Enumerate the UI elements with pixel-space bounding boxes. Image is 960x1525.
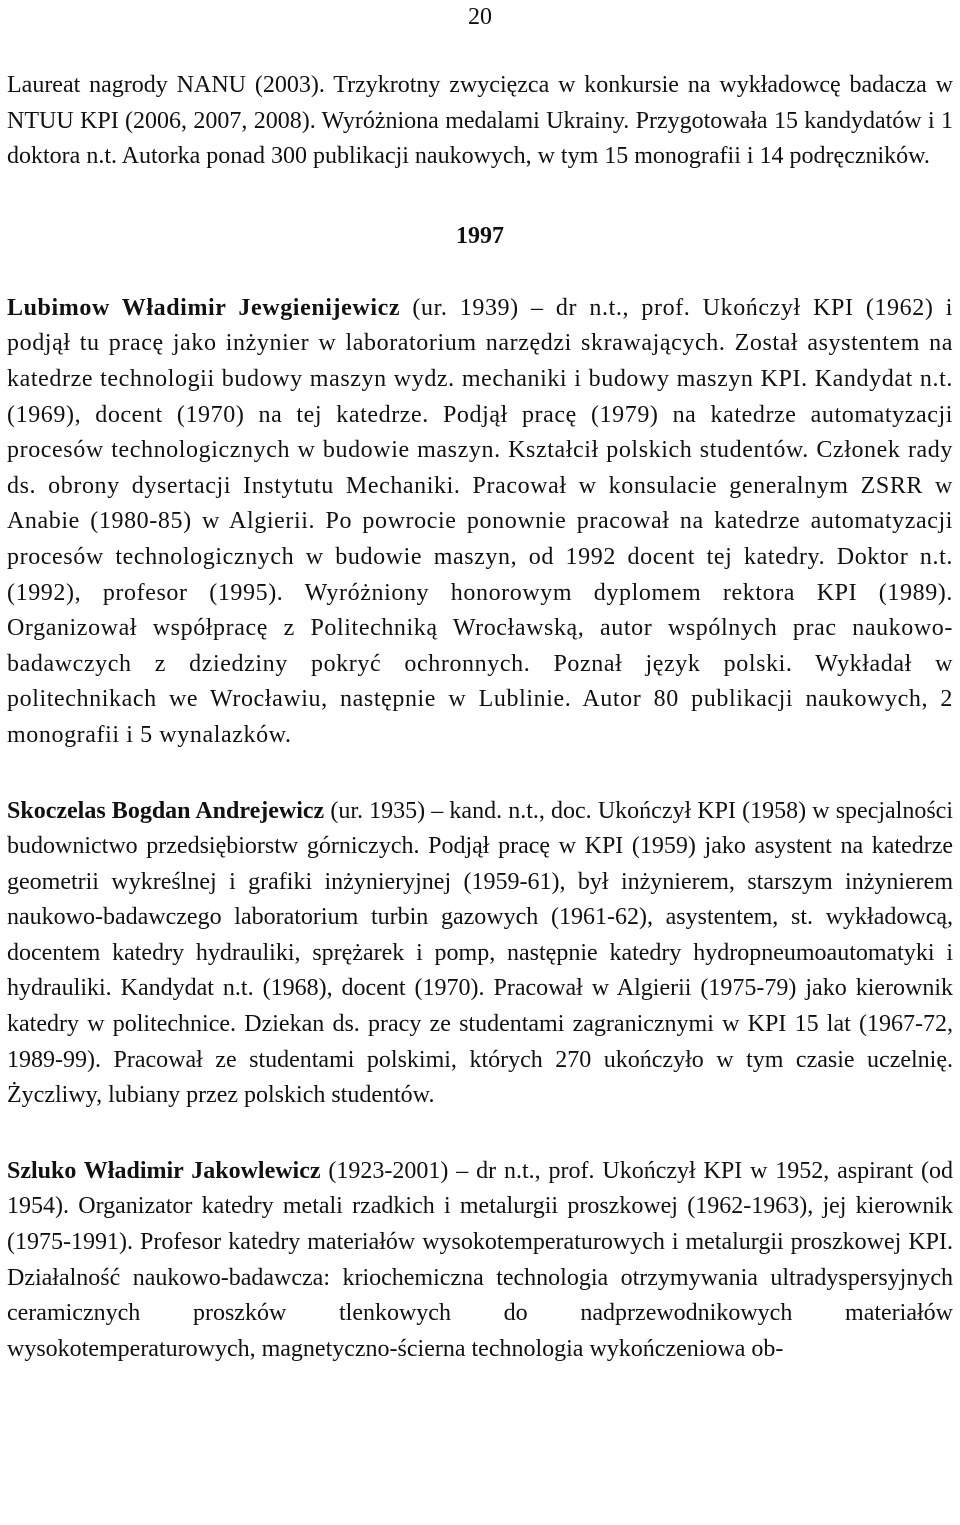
biography-entry [7, 1154, 953, 1368]
year-heading: 1997 [456, 222, 504, 249]
biography-text: (ur. 1935) – kand. n.t., doc. Ukończył KPI (1958) w specjalności budownictwo przedsiębiorstw górniczych. Podjął pracę w KPI (1959) jako asystent na katedrze geometrii wykreślnej i grafiki inżynieryjnej (1959-61), był inżynierem, starszym inżynierem naukowo-badawczego laboratorium turbin gazowych (1961-62), asystentem, st. wykładowcą, docentem katedry hydrauliki, sprężarek i pomp, następnie katedry hydropneumoautomatyki i hydrauliki. Kandydat n.t. (1968), docent (1970). Pracował w Algierii (1975-79) jako kierownik katedry w politechnice. Dziekan ds. pracy ze studentami zagranicznymi w KPI 15 lat (1967-72, 1989-99). Pracował ze studentami polskimi, których 270 ukończyło w tym czasie uczelnię. Życzliwy, lubiany przez polskich studentów. [7, 797, 953, 1109]
intro-paragraph: Laureat nagrody NANU (2003). Trzykrotny zwycięzca w konkursie na wykładowcę badacza w NTUU KPI (2006, 2007, 2008). Wyróżniona medalami Ukrainy. Przygotowała 15 kandydatów i 1 doktora n.t. Autorka ponad 300 publikacji naukowych, w tym 15 monografii i 14 podręczników. [7, 72, 953, 170]
biography-entry [7, 291, 953, 754]
person-name: Skoczelas Bogdan Andrejewicz [7, 797, 325, 824]
person-name: Szluko Władimir Jakowlewicz [7, 1157, 321, 1184]
biography-text: (1923-2001) – dr n.t., prof. Ukończył KPI w 1952, aspirant (od 1954). Organizator katedry metali rzadkich i metalurgii proszkowej (1962-1963), jej kierownik (1975-1991). Profesor katedry materiałów wysokotemperaturowych i metalurgii proszkowej KPI. Działalność naukowo-badawcza: kriochemiczna technologia otrzymywania ultradyspersyjnych ceramicznych proszków tlenkowych do nadprzewodnikowych materiałów wysokotemperaturowych, magnetyczno-ścierna technologia wykończeniowa ob- [7, 1157, 954, 1362]
page-number: 20 [468, 4, 492, 30]
biography-entry [7, 794, 953, 1114]
page-content [7, 68, 953, 1367]
biography-text: (ur. 1939) – dr n.t., prof. Ukończył KPI (1962) i podjął tu pracę jako inżynier w laboratorium narzędzi skrawających. Został asystentem na katedrze technologii budowy maszyn wydz. mechaniki i budowy maszyn KPI. Kandydat n.t. (1969), docent (1970) na tej katedrze. Podjął pracę (1979) na katedrze automatyzacji procesów technologicznych w budowie maszyn. Kształcił polskich studentów. Członek rady ds. obrony dysertacji Instytutu Mechaniki. Pracował w konsulacie generalnym ZSRR w Anabie (1980-85) w Algierii. Po powrocie ponownie pracował na katedrze automatyzacji procesów technologicznych w budowie maszyn, od 1992 docent tej katedry. Doktor n.t. (1992), profesor (1995). Wyróżniony honorowym dyplomem rektora KPI (1989). Organizował współpracę z Politechniką Wrocławską, autor wspólnych prac naukowo-badawczych z dziedziny pokryć ochronnych. Poznał język polski. Wykładał w politechnikach we Wrocławiu, następnie w Lublinie. Autor 80 publikacji naukowych, 2 monografii i 5 wynalazków. [7, 294, 953, 748]
person-name: Lubimow Władimir Jewgienijewicz [7, 294, 401, 321]
